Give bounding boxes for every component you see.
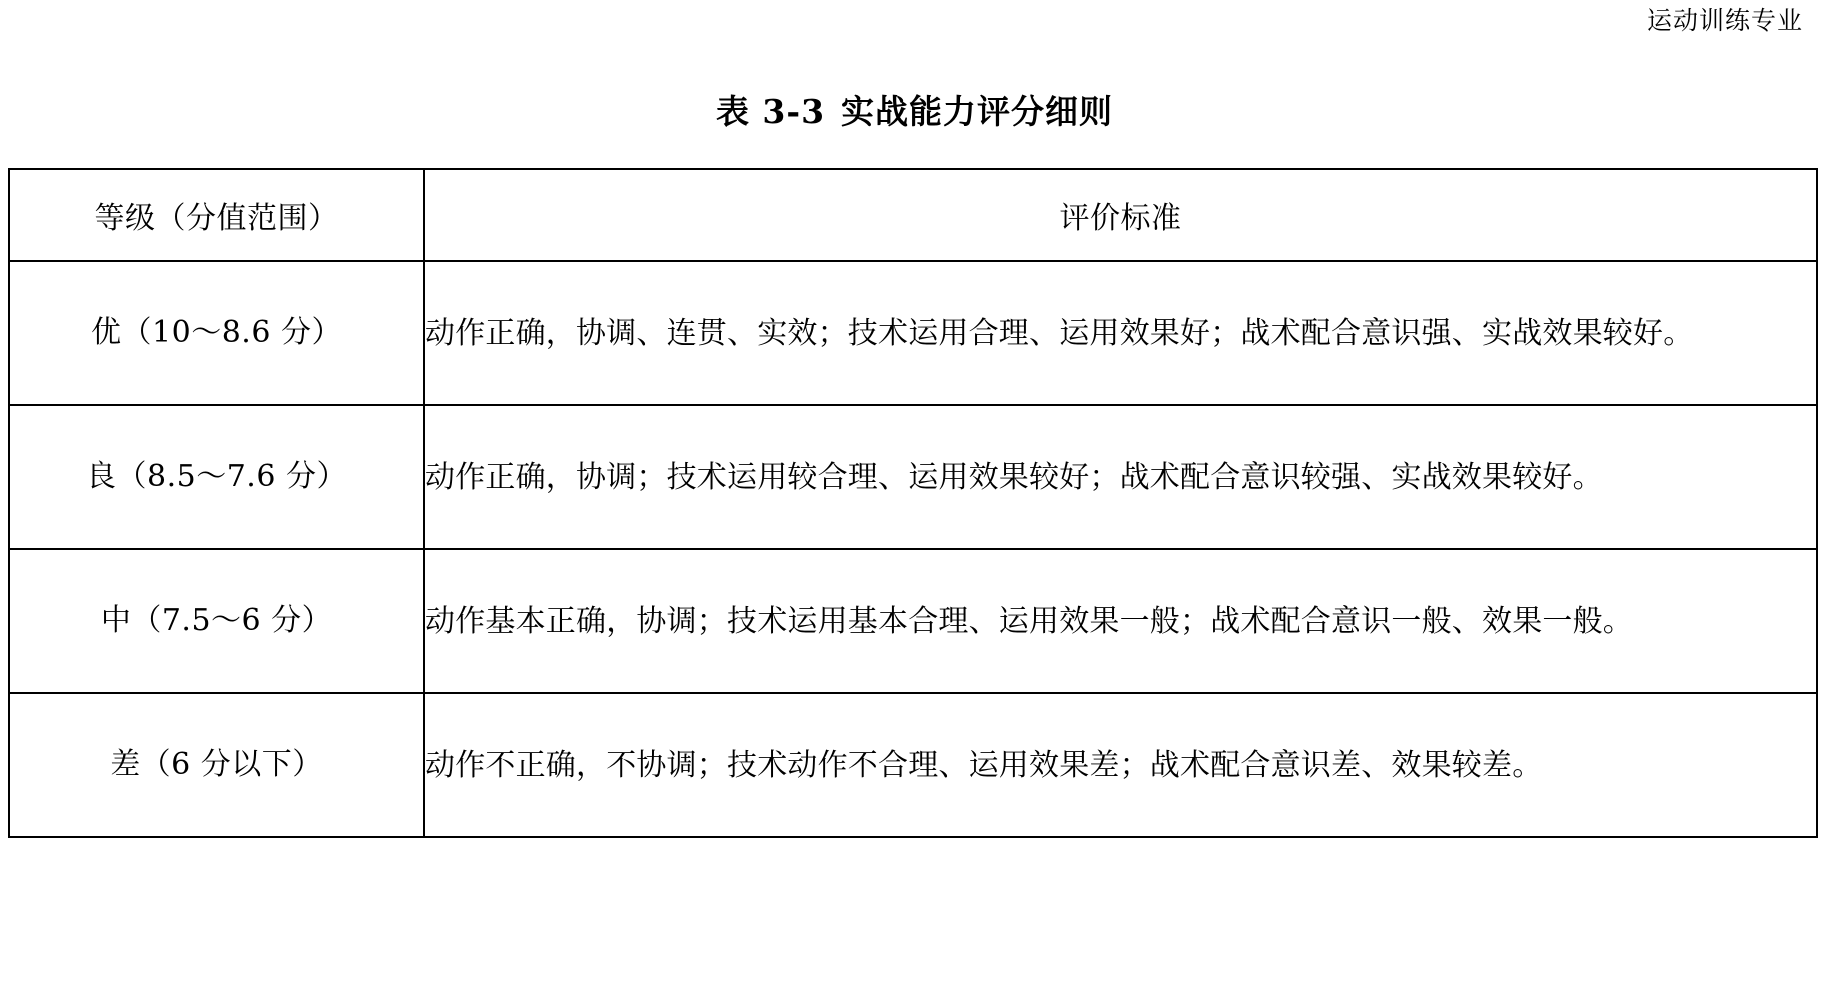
- header-cell-criteria: 评价标准: [424, 169, 1817, 261]
- rubric-table: [8, 168, 1818, 838]
- cell-criteria: 动作基本正确，协调；技术运用基本合理、运用效果一般；战术配合意识一般、效果一般。: [424, 549, 1817, 693]
- cell-criteria: 动作正确，协调；技术运用较合理、运用效果较好；战术配合意识较强、实战效果较好。: [424, 405, 1817, 549]
- cell-grade: 中（7.5～6 分）: [9, 549, 424, 693]
- cell-grade: 差（6 分以下）: [9, 693, 424, 837]
- table-title: [0, 86, 1829, 133]
- cell-criteria: 动作不正确，不协调；技术动作不合理、运用效果差；战术配合意识差、效果较差。: [424, 693, 1817, 837]
- table-title-number: 表 3-3: [715, 92, 826, 131]
- cell-grade: 优（10～8.6 分）: [9, 261, 424, 405]
- table-row: [9, 405, 1817, 549]
- cell-grade: 良（8.5～7.6 分）: [9, 405, 424, 549]
- running-header: 运动训练专业: [1646, 6, 1803, 35]
- cell-criteria: 动作正确，协调、连贯、实效；技术运用合理、运用效果好；战术配合意识强、实战效果较好。: [424, 261, 1817, 405]
- table-title-text: 实战能力评分细则: [841, 92, 1114, 131]
- table-row: [9, 549, 1817, 693]
- table-row: [9, 693, 1817, 837]
- table-header-row: [9, 169, 1817, 261]
- header-cell-grade: 等级（分值范围）: [9, 169, 424, 261]
- table-row: [9, 261, 1817, 405]
